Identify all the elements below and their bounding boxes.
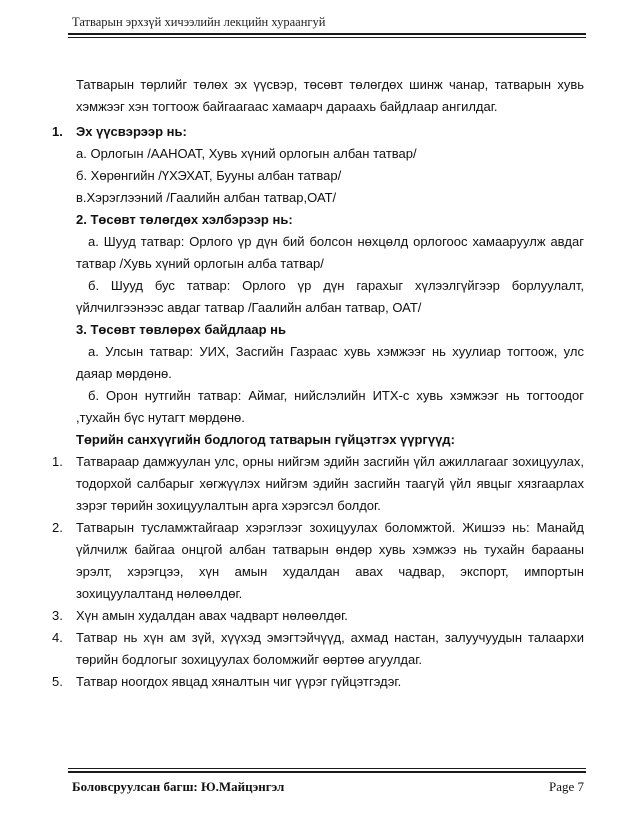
- intro-paragraph: Татварын төрлийг төлөх эх үүсвэр, төсөвт төлөгдөх шинж чанар, татварын хувь хэмжээг хэн тогтоож байгаагаас хамаарч дараахь байдлаар ангилдаг.: [76, 77, 584, 114]
- section-3-item-b: б. Орон нутгийн татвар: Аймаг, нийслэлийн ИТХ-с хувь хэмжээг нь тогтоодог ,тухайн бүс нутагт мөрдөнө.: [76, 388, 584, 425]
- section-2-item-b: б. Шууд бус татвар: Орлого үр дүн гарахыг хүлээлгүйгээр борлуулалт, үйлчилгээнээс авдаг татвар /Гаалийн албан татвар, ОАТ/: [76, 278, 584, 315]
- section-1-title: Эх үүсвэрээр нь:: [76, 124, 187, 139]
- list-item-number: 3.: [52, 608, 63, 623]
- list-item: [52, 671, 584, 693]
- section-1-item-c: в.Хэрэглээний /Гаалийн албан татвар,ОАТ/: [76, 190, 337, 205]
- list-item-number: 1.: [52, 454, 63, 469]
- list-item-number: 4.: [52, 630, 63, 645]
- document-body: [52, 74, 584, 693]
- section-2-title: 2. Төсөвт төлөгдөх хэлбэрээр нь:: [76, 212, 293, 227]
- page-number: Page 7: [548, 779, 584, 794]
- list-item-text: Татвар ноогдох явцад хяналтын чиг үүрэг гүйцэтгэдэг.: [76, 674, 402, 689]
- list-item-text: Татвар нь хүн ам зүй, хүүхэд эмэгтэйчүүд, ахмад настан, залуучуудын талаархи төрийн бодлогыг зохицуулах боломжийг өөртөө агуулдаг.: [76, 630, 584, 667]
- section-1-heading: [52, 121, 584, 143]
- header-rule-thin: [68, 37, 586, 38]
- roles-title: Төрийн санхүүгийн бодлогод татварын гүйцэтгэх үүргүүд:: [76, 432, 455, 447]
- list-item-text: Татвараар дамжуулан улс, орны нийгэм эдийн засгийн үйл ажиллагааг зохицуулах, тодорхой салбарыг хөгжүүлэх нийгэм эдийн засгийн таагүй үйл явцыг хязгаарлах зэрэг төрийн зохицуулалтын арга хэрэгсэл болдог.: [76, 454, 584, 513]
- list-item: [52, 627, 584, 671]
- list-item: [52, 517, 584, 605]
- section-3-item-a: а. Улсын татвар: УИХ, Засгийн Газраас хувь хэмжээг нь хуулиар тогтоож, улс даяар мөрдөнө.: [76, 344, 584, 381]
- page-header: Татварын эрхзүй хичээлийн лекцийн хураангуй: [72, 15, 326, 29]
- list-item: [52, 451, 584, 517]
- section-1-item-a: а. Орлогын /ААНОАТ, Хувь хүний орлогын албан татвар/: [76, 146, 417, 161]
- list-item: [52, 605, 584, 627]
- section-1-number: 1.: [52, 124, 63, 139]
- section-1-item-b: б. Хөрөнгийн /ҮХЭХАТ, Бууны албан татвар/: [76, 168, 342, 183]
- header-rule: [68, 33, 586, 35]
- footer-rule: [68, 771, 586, 773]
- list-item-text: Хүн амын худалдан авах чадварт нөлөөлдөг.: [76, 608, 348, 623]
- section-2-item-a: а. Шууд татвар: Орлого үр дүн бий болсон нөхцөлд орлогоос хамааруулж авдаг татвар /Хувь хүний орлогын алба татвар/: [76, 234, 584, 271]
- footer-rule-thin: [68, 768, 586, 769]
- list-item-number: 5.: [52, 674, 63, 689]
- list-item-text: Татварын тусламжтайгаар хэрэглээг зохицуулах боломжтой. Жишээ нь: Манайд үйлчилж байгаа онцгой албан татварын өндөр хувь хэмжээ нь тухайн барааны эрэлт, хэрэгцээ, хүн амын худалдан авах чадвар, экспорт, импортын зохицуулалтанд нөлөөлдөг.: [76, 520, 584, 601]
- footer-author: Боловсруулсан багш: Ю.Майцэнгэл: [72, 779, 285, 794]
- section-3-title: 3. Төсөвт төвлөрөх байдлаар нь: [76, 322, 286, 337]
- list-item-number: 2.: [52, 520, 63, 535]
